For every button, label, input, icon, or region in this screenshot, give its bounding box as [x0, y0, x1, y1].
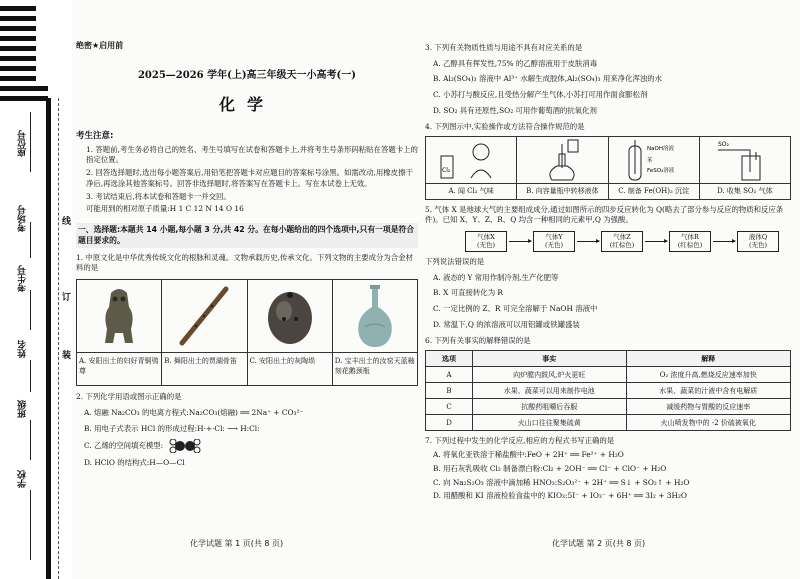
footer-right: 化学试题 第 2 页(共 8 页) — [552, 539, 646, 548]
question-6-stem: 6. 下列有关事实的解释错误的是 — [425, 335, 531, 345]
apparatus-b-caption: B. 向容量瓶中转移液体 — [517, 183, 607, 198]
question-3-option-b: B. Al₂(SO₄)₃ 溶液中 Al³⁺ 水解生成胶体,Al₂(SO₄)₃ 用来净化浑浊的水 — [433, 74, 663, 84]
question-3-option-d: D. SO₂ 具有还原性,SO₂ 可用作葡萄酒的抗氧化剂 — [433, 105, 597, 115]
question-2-option-c — [76, 439, 418, 453]
question-7-option-a: A. 将氧化亚铁溶于稀盐酸中:FeO + 2H⁺ ══ Fe²⁺ + H₂O — [433, 450, 624, 460]
table-header: 事实 — [473, 351, 627, 367]
fill-line — [30, 360, 31, 392]
relic-b-caption: B. 舞阳出土的贾湖骨笛 — [162, 352, 246, 385]
footer-left: 化学试题 第 1 页(共 8 页) — [190, 539, 284, 548]
apparatus-c-naoh-label: NaOH溶液 — [646, 146, 674, 153]
table-header: 解释 — [626, 351, 790, 367]
relic-d — [333, 280, 417, 385]
question-4-stem: 4. 下列图示中,实验操作或方法符合操作规范的是 — [425, 121, 585, 131]
volumetric-flask-image — [532, 138, 592, 182]
table-row: A 向炉膛内鼓风,炉火更旺 O₂ 浓度升高,燃烧反应速率加快 — [426, 367, 791, 383]
apparatus-c — [609, 137, 700, 198]
apparatus-c-benzene-label: 苯 — [646, 158, 653, 165]
question-7-option-b: B. 用石灰乳吸收 Cl₂ 制备漂白粉:Cl₂ + 2OH⁻ ══ Cl⁻ + ClO⁻ + H₂O — [433, 463, 667, 473]
question-5-option-c: C. 一定比例的 Z、R 可完全溶解于 NaOH 溶液中 — [433, 304, 598, 314]
question-6-table — [425, 350, 791, 431]
fill-line — [30, 290, 31, 330]
section-heading: 一、选择题:本题共 14 小题,每小题 3 分,共 42 分。在每小题给出的四个选项中,只有一项是符合题目要求的。 — [76, 223, 418, 248]
cut-mark: 装 — [62, 351, 72, 361]
smell-gas-image — [431, 138, 511, 182]
class-label: 班级 — [18, 400, 28, 418]
relic-c — [248, 280, 333, 385]
question-2-option-a: A. 熔融 Na₂CO₃ 的电离方程式:Na₂CO₃(熔融) ══ 2Na⁺ + CO₃²⁻ — [84, 407, 304, 417]
question-2-stem: 2. 下列化学用语或图示正确的是 — [76, 392, 182, 402]
relic-a-caption: A. 安阳出土的妇好青铜鸮尊 — [77, 352, 161, 385]
flow-arrow — [713, 241, 735, 242]
table-header: 选项 — [426, 351, 473, 367]
apparatus-a-gas-label: Cl₂ — [442, 167, 451, 175]
flow-box-x: 气体X (无色) — [465, 231, 507, 252]
apparatus-d-gas-label: SO₂ — [717, 141, 729, 149]
left-column — [76, 40, 418, 469]
apparatus-d-caption: D. 收集 SO₂ 气体 — [700, 183, 790, 198]
apparatus-c-feso4-label: FeSO₄溶液 — [646, 168, 674, 175]
apparatus-a — [426, 137, 517, 198]
question-2-option-c-text: C. 乙烯的空间填充模型: — [84, 441, 164, 451]
gas-collection-image — [710, 138, 780, 182]
note-item: 2. 回答选择题时,选出每小题答案后,用铅笔把答题卡对应题目的答案标号涂黑。如需改动,用橡皮擦干净后,再选涂其他答案标号。回答非选择题时,将答案写在答题卡上。写在本试卷上无效。 — [86, 168, 413, 188]
candidate-number-label: 考生号 — [18, 265, 28, 292]
relic-c-caption: C. 安阳出土的灰陶埙 — [248, 352, 332, 385]
subject-title: 化学 — [218, 95, 275, 115]
flow-arrow — [509, 241, 531, 242]
question-5-option-a: A. 液态的 Y 常用作制冷剂,生产化肥等 — [433, 272, 559, 282]
note-item: 3. 考试结束后,将本试卷和答题卡一并交回。 — [86, 191, 231, 201]
relic-b — [162, 280, 247, 385]
question-3-option-c: C. 小苏打与酸反应,且受热分解产生气体,小苏打可用作面食膨松剂 — [433, 90, 648, 100]
flow-arrow — [577, 241, 599, 242]
fill-line — [30, 222, 31, 258]
fill-line — [30, 420, 31, 460]
flow-box-q: 液体Q (无色) — [737, 231, 779, 252]
fill-line — [30, 112, 31, 172]
ethylene-model-image — [165, 439, 205, 453]
test-tube-image — [609, 138, 699, 182]
cut-mark: 线 — [62, 217, 72, 227]
question-3-stem: 3. 下列有关物质性质与用途不具有对应关系的是 — [425, 43, 583, 52]
secret-label: 绝密★启用前 — [76, 41, 124, 50]
flow-box-z: 气体Z (红棕色) — [601, 231, 643, 252]
apparatus-b — [517, 137, 608, 198]
question-5-sub: 下列说法错误的是 — [425, 256, 485, 266]
question-4-apparatus — [425, 136, 791, 199]
exam-room-label: 考场号 — [18, 205, 28, 232]
note-item: 可能用到的相对原子质量:H 1 C 12 N 14 O 16 — [86, 204, 244, 214]
question-5-option-b: B. X 可直接转化为 R — [433, 288, 503, 298]
question-7-stem: 7. 下列过程中发生的化学反应,相应的方程式书写正确的是 — [425, 436, 615, 446]
question-7-option-d: D. 用醋酸和 KI 溶液检验食盐中的 KIO₃:5I⁻ + IO₃⁻ + 6H⁺ ══ 3I₂ + 3H₂O — [433, 491, 687, 501]
question-1-relics — [76, 279, 418, 386]
name-label: 姓名 — [18, 340, 28, 358]
question-5-flow — [465, 231, 791, 252]
apparatus-c-caption: C. 制备 Fe(OH)₂ 沉淀 — [609, 183, 699, 198]
pottery-xun-image — [262, 285, 318, 347]
question-5-option-d: D. 常温下,Q 的浓溶液可以用铝罐或铁罐盛装 — [433, 319, 580, 329]
school-label: 学校 — [18, 470, 28, 488]
exam-title: 2025—2026 学年(上)高三年级天一小高考(一) — [137, 69, 357, 81]
flow-arrow — [645, 241, 667, 242]
cut-mark: 订 — [62, 293, 72, 303]
question-2-option-b: B. 用电子式表示 HCl 的形成过程:H·+·Cl: ⟶ H:Cl: — [84, 423, 260, 433]
note-item: 1. 答题前,考生务必将自己的姓名、考生号填写在试卷和答题卡上,并将考生号条形码粘贴在答题卡上的指定位置。 — [86, 144, 418, 165]
cut-line — [58, 98, 60, 579]
question-5-stem: 5. 气体 X 是地球大气的主要组成成分,通过如图所示的四步反应转化为 Q(略去了部分参与反应的物质和反应条件)。已知 X、Y、Z、R、Q 均含一种相同的元素甲,Q 为强酸。 — [425, 204, 784, 225]
question-2-option-d: D. HClO 的结构式:H—O—Cl — [84, 458, 185, 468]
binding-margin — [0, 0, 72, 579]
table-row: B 水果、蔬菜可以用来制作电池 水果、蔬菜的汁液中含有电解质 — [426, 383, 791, 399]
seat-number-label: 座位号 — [18, 130, 28, 157]
fill-line — [30, 490, 31, 560]
question-1-stem: 1. 中原文化是中华优秀传统文化的根脉和灵魂。文物承载历史,传承文化。下列文物的主要成分为合金材料的是 — [76, 252, 413, 273]
table-row: C 抗酸药咀嚼后吞服 减缓药物与胃酸的反应速率 — [426, 399, 791, 415]
apparatus-a-caption: A. 闻 Cl₂ 气味 — [426, 183, 516, 198]
table-row: D 火山口往往聚集硫黄 火山喷发物中的 -2 价硫被氧化 — [426, 415, 791, 431]
flow-box-y: 气体Y (无色) — [533, 231, 575, 252]
apparatus-d — [700, 137, 790, 198]
flow-box-r: 气体R (红棕色) — [669, 231, 711, 252]
relic-d-caption: D. 宝丰出土的汝窑天蓝釉刻花鹅颈瓶 — [333, 352, 417, 385]
question-3-option-a: A. 乙醇具有挥发性,75% 的乙醇溶液用于皮肤消毒 — [433, 58, 598, 68]
relic-a — [77, 280, 162, 385]
bronze-owl-zun-image — [99, 285, 139, 347]
notes-title: 考生注意: — [76, 131, 114, 142]
binding-bar — [46, 98, 51, 579]
question-7-option-c: C. 向 Na₂S₂O₃ 溶液中滴加稀 HNO₃:S₂O₃²⁻ + 2H⁺ ══ S↓ + SO₂↑ + H₂O — [433, 477, 690, 487]
ru-kiln-vase-image — [351, 283, 399, 349]
bone-flute-image — [174, 285, 234, 347]
right-column — [425, 43, 791, 502]
